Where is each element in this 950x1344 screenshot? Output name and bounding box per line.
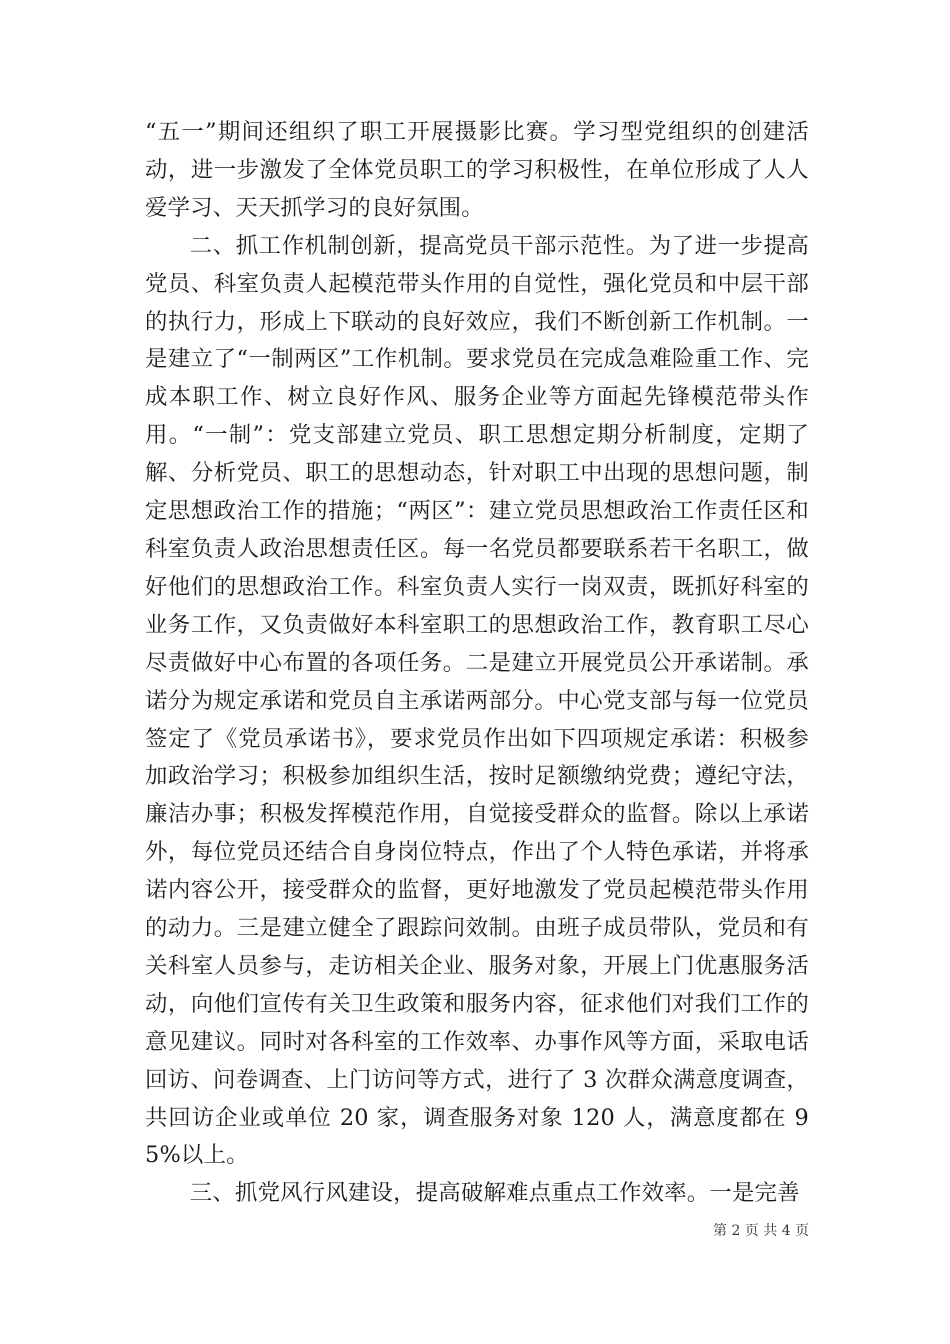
page-number-footer: 第 2 页 共 4 页 bbox=[713, 1223, 810, 1239]
paragraph-section-two: 二、抓工作机制创新，提高党员干部示范性。为了进一步提高党员、科室负责人起模范带头作用的自觉性，强化党员和中层干部的执行力，形成上下联动的良好效应，我们不断创新工作机制。一是建立了“一制两区”工作机制。要求党员在完成急难险重工作、完成本职工作、树立良好作风、服务企业等方面起先锋模范带头作用。“一制”：党支部建立党员、职工思想定期分析制度，定期了解、分析党员、职工的思想动态，针对职工中出现的思想问题，制定思想政治工作的措施；“两区”：建立党员思想政治工作责任区和科室负责人政治思想责任区。每一名党员都要联系若干名职工，做好他们的思想政治工作。科室负责人实行一岗双责，既抓好科室的业务工作，又负责做好本科室职工的思想政治工作，教育职工尽心尽责做好中心布置的各项任务。二是建立开展党员公开承诺制。承诺分为规定承诺和党员自主承诺两部分。中心党支部与每一位党员签定了《党员承诺书》，要求党员作出如下四项规定承诺：积极参加政治学习；积极参加组织生活，按时足额缴纳党费；遵纪守法，廉洁办事；积极发挥模范作用，自觉接受群众的监督。除以上承诺外，每位党员还结合自身岗位特点，作出了个人特色承诺，并将承诺内容公开，接受群众的监督，更好地激发了党员起模范带头作用的动力。三是建立健全了跟踪问效制。由班子成员带队，党员和有关科室人员参与，走访相关企业、服务对象，开展上门优惠服务活动，向他们宣传有关卫生政策和服务内容，征求他们对我们工作的意见建议。同时对各科室的工作效率、办事作风等方面，采取电话回访、问卷调查、上门访问等方式，进行了 3 次群众满意度调查，共回访企业或单位 20 家，调查服务对象 120 人，满意度都在 95%以上。 bbox=[145, 232, 809, 1169]
paragraph-section-three: 三、抓党风行风建设，提高破解难点重点工作效率。一是完善 bbox=[189, 1180, 800, 1207]
paragraph-continuation: “五一”期间还组织了职工开展摄影比赛。学习型党组织的创建活动，进一步激发了全体党员职工的学习积极性，在单位形成了人人爱学习、天天抓学习的良好氛围。 bbox=[145, 119, 809, 221]
document-body bbox=[145, 114, 809, 1213]
